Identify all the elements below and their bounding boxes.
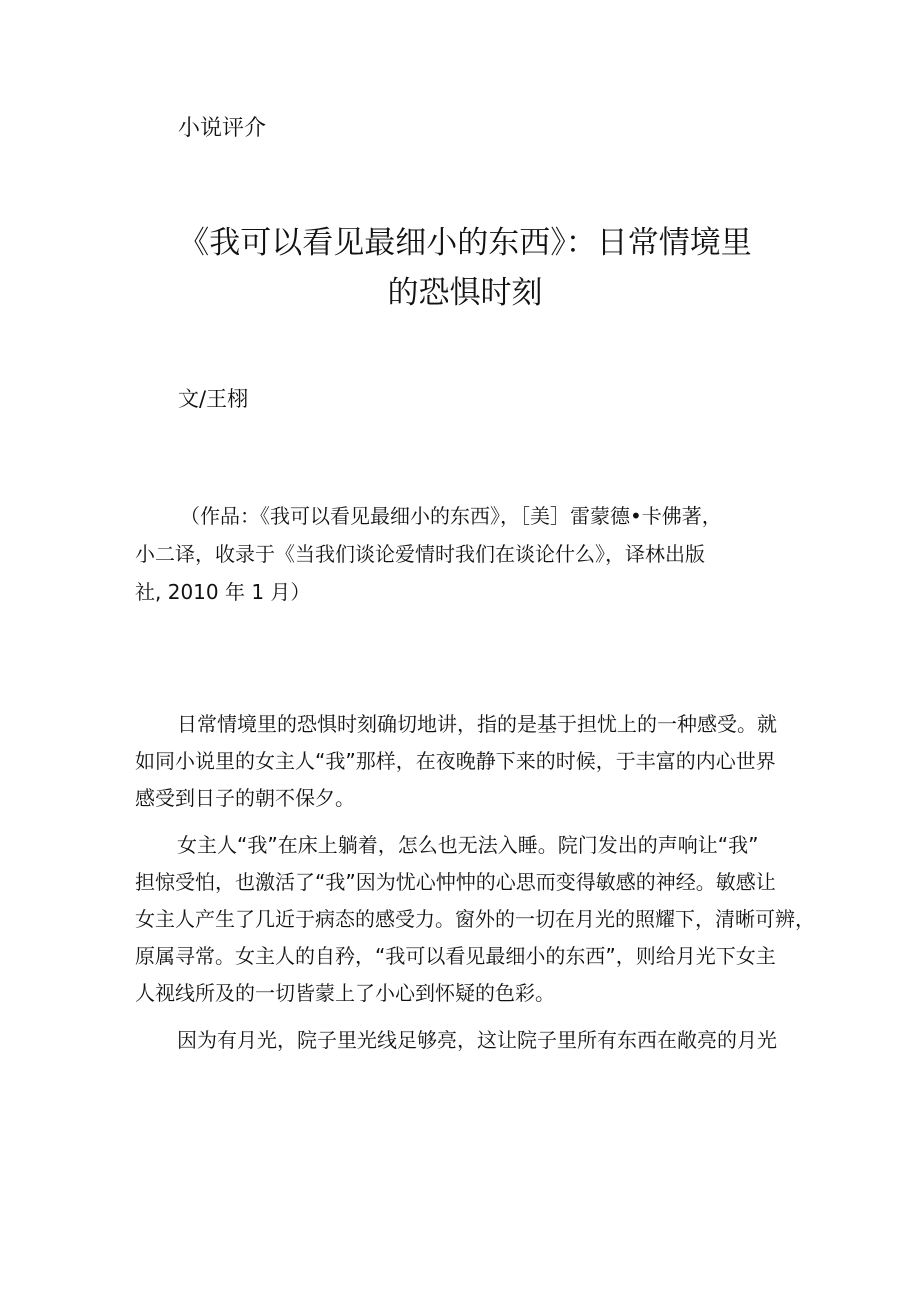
paragraph-line: 日常情境里的恐惧时刻确切地讲，指的是基于担忧上的一种感受。就: [177, 712, 777, 736]
article-title-line-2: 的恐惧时刻: [387, 275, 543, 311]
paragraph-3: [135, 1022, 800, 1059]
article-title-line-1: 《我可以看见最细小的东西》：日常情境里: [178, 225, 752, 261]
paragraph-line: 感受到日子的朝不保夕。: [135, 786, 355, 810]
work-info-line: （作品：《我可以看见最细小的东西》，［美］雷蒙德•卡佛著，: [180, 504, 722, 528]
work-info-line: 小二译，收录于《当我们谈论爱情时我们在谈论什么》，译林出版: [135, 542, 705, 566]
paragraph-1: [135, 706, 800, 817]
work-info: [135, 497, 800, 611]
paragraph-line: 人视线所及的一切皆蒙上了小心到怀疑的色彩。: [135, 981, 555, 1005]
paragraph-line: 因为有月光，院子里光线足够亮，这让院子里所有东西在敞亮的月光: [177, 1028, 777, 1052]
paragraph-line: 担惊受怕，也激活了“我”因为忧心忡忡的心思而变得敏感的神经。敏感让: [135, 870, 776, 894]
paragraph-line: 女主人“我”在床上躺着，怎么也无法入睡。院门发出的声响让“我”: [177, 833, 759, 857]
category-label: 小说评介: [178, 116, 267, 141]
article-body: [135, 706, 815, 1069]
paragraph-line: 如同小说里的女主人“我”那样，在夜晚静下来的时候，于丰富的内心世界: [135, 749, 776, 773]
author-byline: 文/王栩: [178, 387, 249, 411]
paragraph-line: 女主人产生了几近于病态的感受力。窗外的一切在月光的照耀下，清晰可辨，: [135, 907, 815, 931]
article-title: [150, 218, 780, 318]
paragraph-line: 原属寻常。女主人的自矜，“我可以看见最细小的东西”，则给月光下女主: [135, 944, 776, 968]
paragraph-2: [135, 827, 815, 1012]
work-info-line: 社, 2010 年 1 月）: [135, 580, 311, 604]
